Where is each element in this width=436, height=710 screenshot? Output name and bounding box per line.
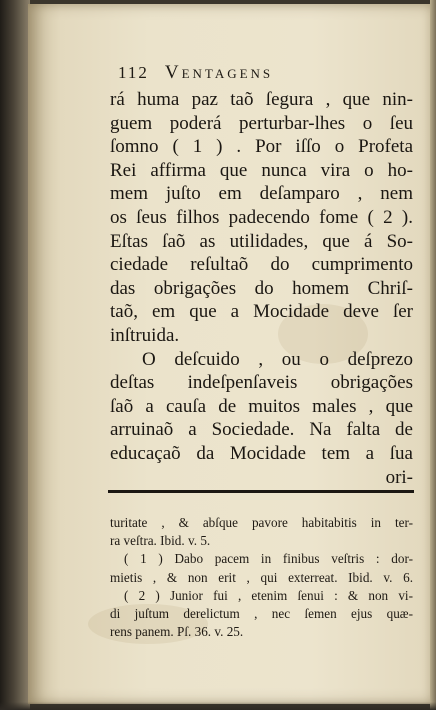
footnote-rule	[108, 490, 414, 493]
footnote-1: ( 1 ) Dabo pacem in finibus veſtris : dor-	[124, 551, 413, 567]
footnote-line: ra veſtra. Ibid. v. 5.	[110, 533, 211, 549]
text-line: arruinaõ a Sociedade. Na falta de	[110, 419, 413, 441]
scan-shadow	[0, 702, 436, 710]
text-line: taõ, em que a Mocidade deve ſer	[110, 301, 413, 323]
text-line: educaçaõ da Mocidade tem a ſua	[110, 442, 413, 464]
page-edge	[430, 0, 436, 710]
footnote-line: turitate , & abſque pavore habitabitis in ter-	[110, 515, 413, 530]
page-number: 112	[118, 63, 149, 82]
footnote-line: di juſtum derelictum , nec ſemen ejus quæ-	[110, 605, 413, 621]
text-line: das obrigações do homem Chriſ-	[110, 277, 413, 299]
book-gutter	[0, 0, 30, 710]
text-line: guem poderá perturbar-lhes o ſeu	[110, 112, 413, 134]
text-line: Rei affirma que nunca vira o ho-	[110, 159, 413, 181]
text-line: rá huma paz taõ ſegura , que nin-	[110, 89, 413, 110]
text-line: ſaõ a cauſa de muitos males , que	[110, 395, 413, 417]
footnote-line: mietis , & non erit , qui exterreat. Ibid. v. 6.	[110, 569, 413, 585]
text-line: ciedade reſultaõ do cumprimento	[110, 254, 413, 276]
footnotes	[110, 514, 413, 641]
text-line: inſtruida.	[110, 324, 180, 346]
main-text	[110, 88, 413, 489]
text-line: mem juſto em deſamparo , nem	[110, 183, 413, 205]
text-line: ſomno ( 1 ) . Por iſſo o Profeta	[110, 136, 413, 158]
text-line: deſtas indeſpenſaveis obrigações	[110, 372, 413, 394]
running-title: Ventagens	[164, 62, 274, 83]
text-line: os ſeus filhos padecendo fome ( 2 ).	[110, 206, 413, 228]
footnote-line: rens panem. Pſ. 36. v. 25.	[110, 624, 244, 640]
footnote-2: ( 2 ) Junior fui , etenim ſenui : & non vi-	[124, 587, 413, 603]
running-header	[118, 62, 358, 84]
paragraph-first-line: O deſcuido , ou o deſprezo	[142, 348, 413, 370]
text-line: Eſtas ſaõ as utilidades, que á So-	[110, 230, 413, 252]
catchword: ori-	[385, 466, 413, 488]
